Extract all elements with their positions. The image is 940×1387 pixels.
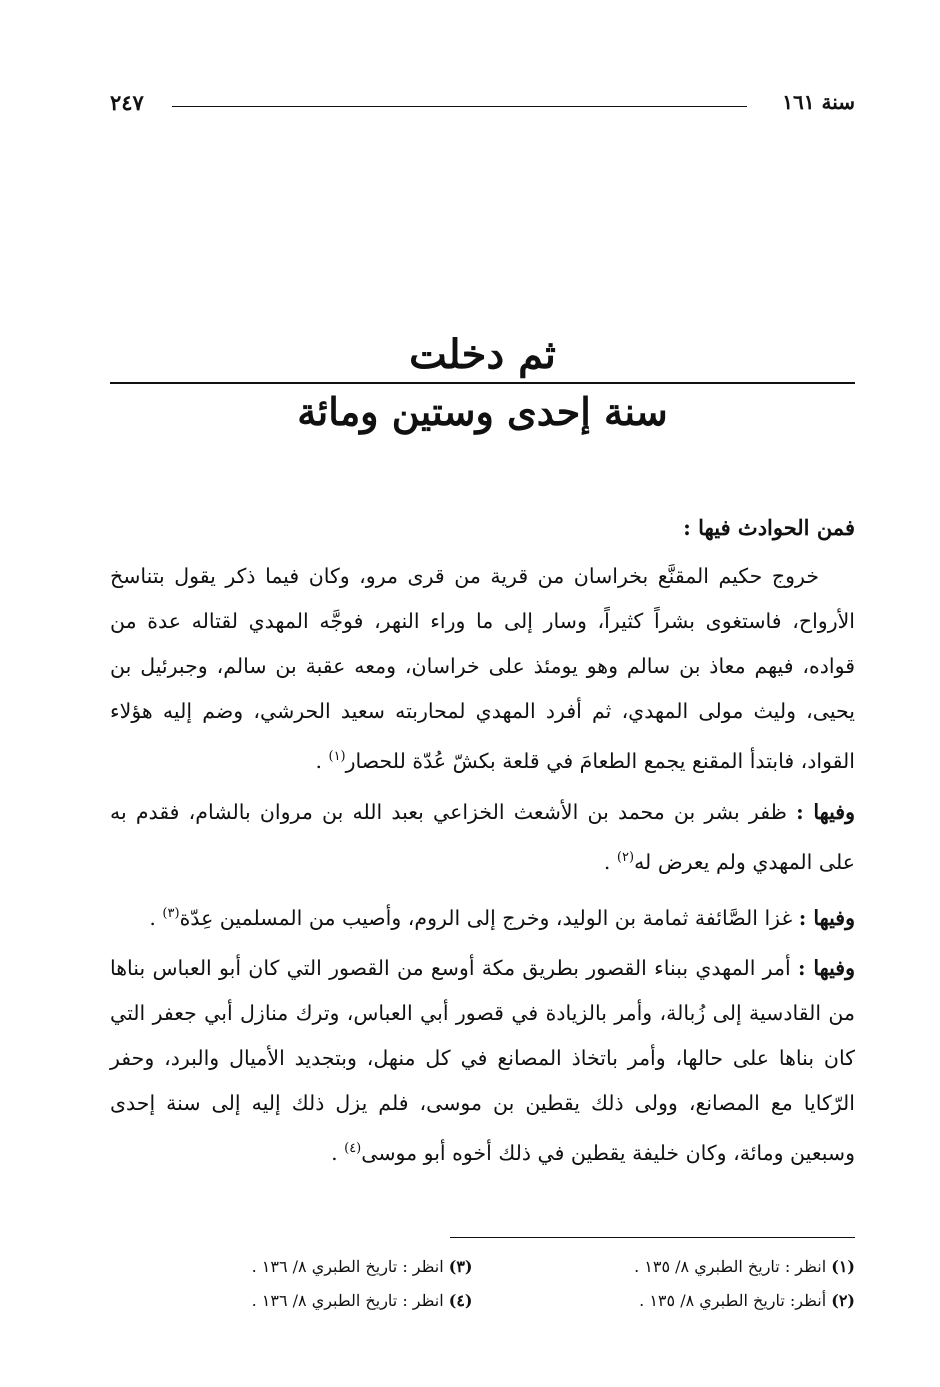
chapter-heading — [110, 330, 855, 440]
paragraph — [110, 891, 855, 941]
paragraph-text: ظفر بشر بن محمد بن الأشعث الخزاعي بعبد الله بن مروان بالشام، فقدم به على المهدي ولم يعرض له — [110, 799, 855, 874]
footnote-number: (٣) — [448, 1257, 473, 1276]
chapter-heading-line1: ثم دخلت — [409, 331, 556, 378]
paragraph-text: غزا الصَّائفة ثمامة بن الوليد، وخرج إلى الروم، وأصيب من المسلمين عِدّة — [179, 905, 799, 930]
footnote-text: انظر : تاريخ الطبري ٨/ ١٣٦ . — [251, 1257, 444, 1276]
footnote-ref[interactable]: (٣) — [162, 905, 180, 921]
paragraph-end: . — [315, 748, 329, 773]
footnote-number: (٤) — [448, 1291, 473, 1310]
footnote-ref[interactable]: (٢) — [616, 849, 635, 865]
paragraph — [110, 946, 855, 1176]
page-number: ٢٤٧ — [110, 90, 144, 115]
paragraph — [110, 790, 855, 885]
footnote-number: (٢) — [831, 1291, 855, 1310]
footnote-item — [110, 1254, 473, 1280]
paragraph-lead: وفيها : — [797, 956, 855, 981]
footnote-item — [110, 1288, 473, 1314]
section-heading: فمن الحوادث فيها : — [683, 515, 855, 540]
footnote-text: انظر : تاريخ الطبري ٨/ ١٣٦ . — [251, 1291, 444, 1310]
footnote-text: أنظر: تاريخ الطبري ٨/ ١٣٥ . — [639, 1291, 827, 1310]
footnote-number: (١) — [831, 1257, 855, 1276]
footnote-text: انظر : تاريخ الطبري ٨/ ١٣٥ . — [634, 1257, 827, 1276]
footnote-ref[interactable]: (١) — [328, 749, 346, 764]
chapter-heading-line2: سنة إحدى وستين ومائة — [297, 389, 668, 434]
running-header — [110, 90, 855, 130]
running-title: سنة ١٦١ — [782, 90, 855, 114]
paragraph — [110, 554, 855, 784]
footnote-ref[interactable]: (٤) — [344, 1141, 362, 1157]
footnote-item — [493, 1288, 856, 1314]
paragraph-text: خروج حكيم المقنَّع بخراسان من قرية من قرى مرو، وكان فيما ذكر يقول بتناسخ الأرواح، فاستغوى بشراً كثيراً، وسار إلى ما وراء النهر، فوجَّه المهدي لقتاله عدة من قواده، فيهم معاذ بن سالم وهو يومئذ على خراسان، ومعه عقبة بن سالم، وجبرئيل بن يحيى، وليث مولى المهدي، ثم أفرد المهدي لمحاربته سعيد الحرشي، وضم إليه هؤلاء القواد، فابتدأ المقنع يجمع الطعامَ في قلعة بكشّ عُدّة للحصار — [110, 564, 855, 773]
paragraph-end: . — [149, 905, 163, 930]
footnote-item — [493, 1254, 856, 1280]
paragraph-text: أمر المهدي ببناء القصور بطريق مكة أوسع من القصور التي كان أبو العباس بناها من القادسية إلى زُبالة، وأمر بالزيادة في قصور أبي العباس، وترك منازل أبي جعفر التي كان بناها على حالها، وأمر باتخاذ المصانع في كل منهل، وبتجديد الأميال والبرد، وحفر الرّكايا مع المصانع، وولى ذلك يقطين بن موسى، فلم يزل ذلك إليه إلى سنة إحدى وسبعين ومائة، وكان خليفة يقطين في ذلك أخوه أبو موسى — [110, 956, 855, 1166]
paragraph-lead: وفيها : — [796, 799, 855, 824]
body-text — [110, 510, 855, 1182]
paragraph-end: . — [331, 1141, 345, 1166]
footnote-rule — [450, 1237, 855, 1238]
paragraph-lead: وفيها : — [798, 905, 855, 930]
header-rule — [172, 106, 747, 107]
paragraph-end: . — [603, 849, 617, 874]
footnotes — [110, 1254, 855, 1314]
